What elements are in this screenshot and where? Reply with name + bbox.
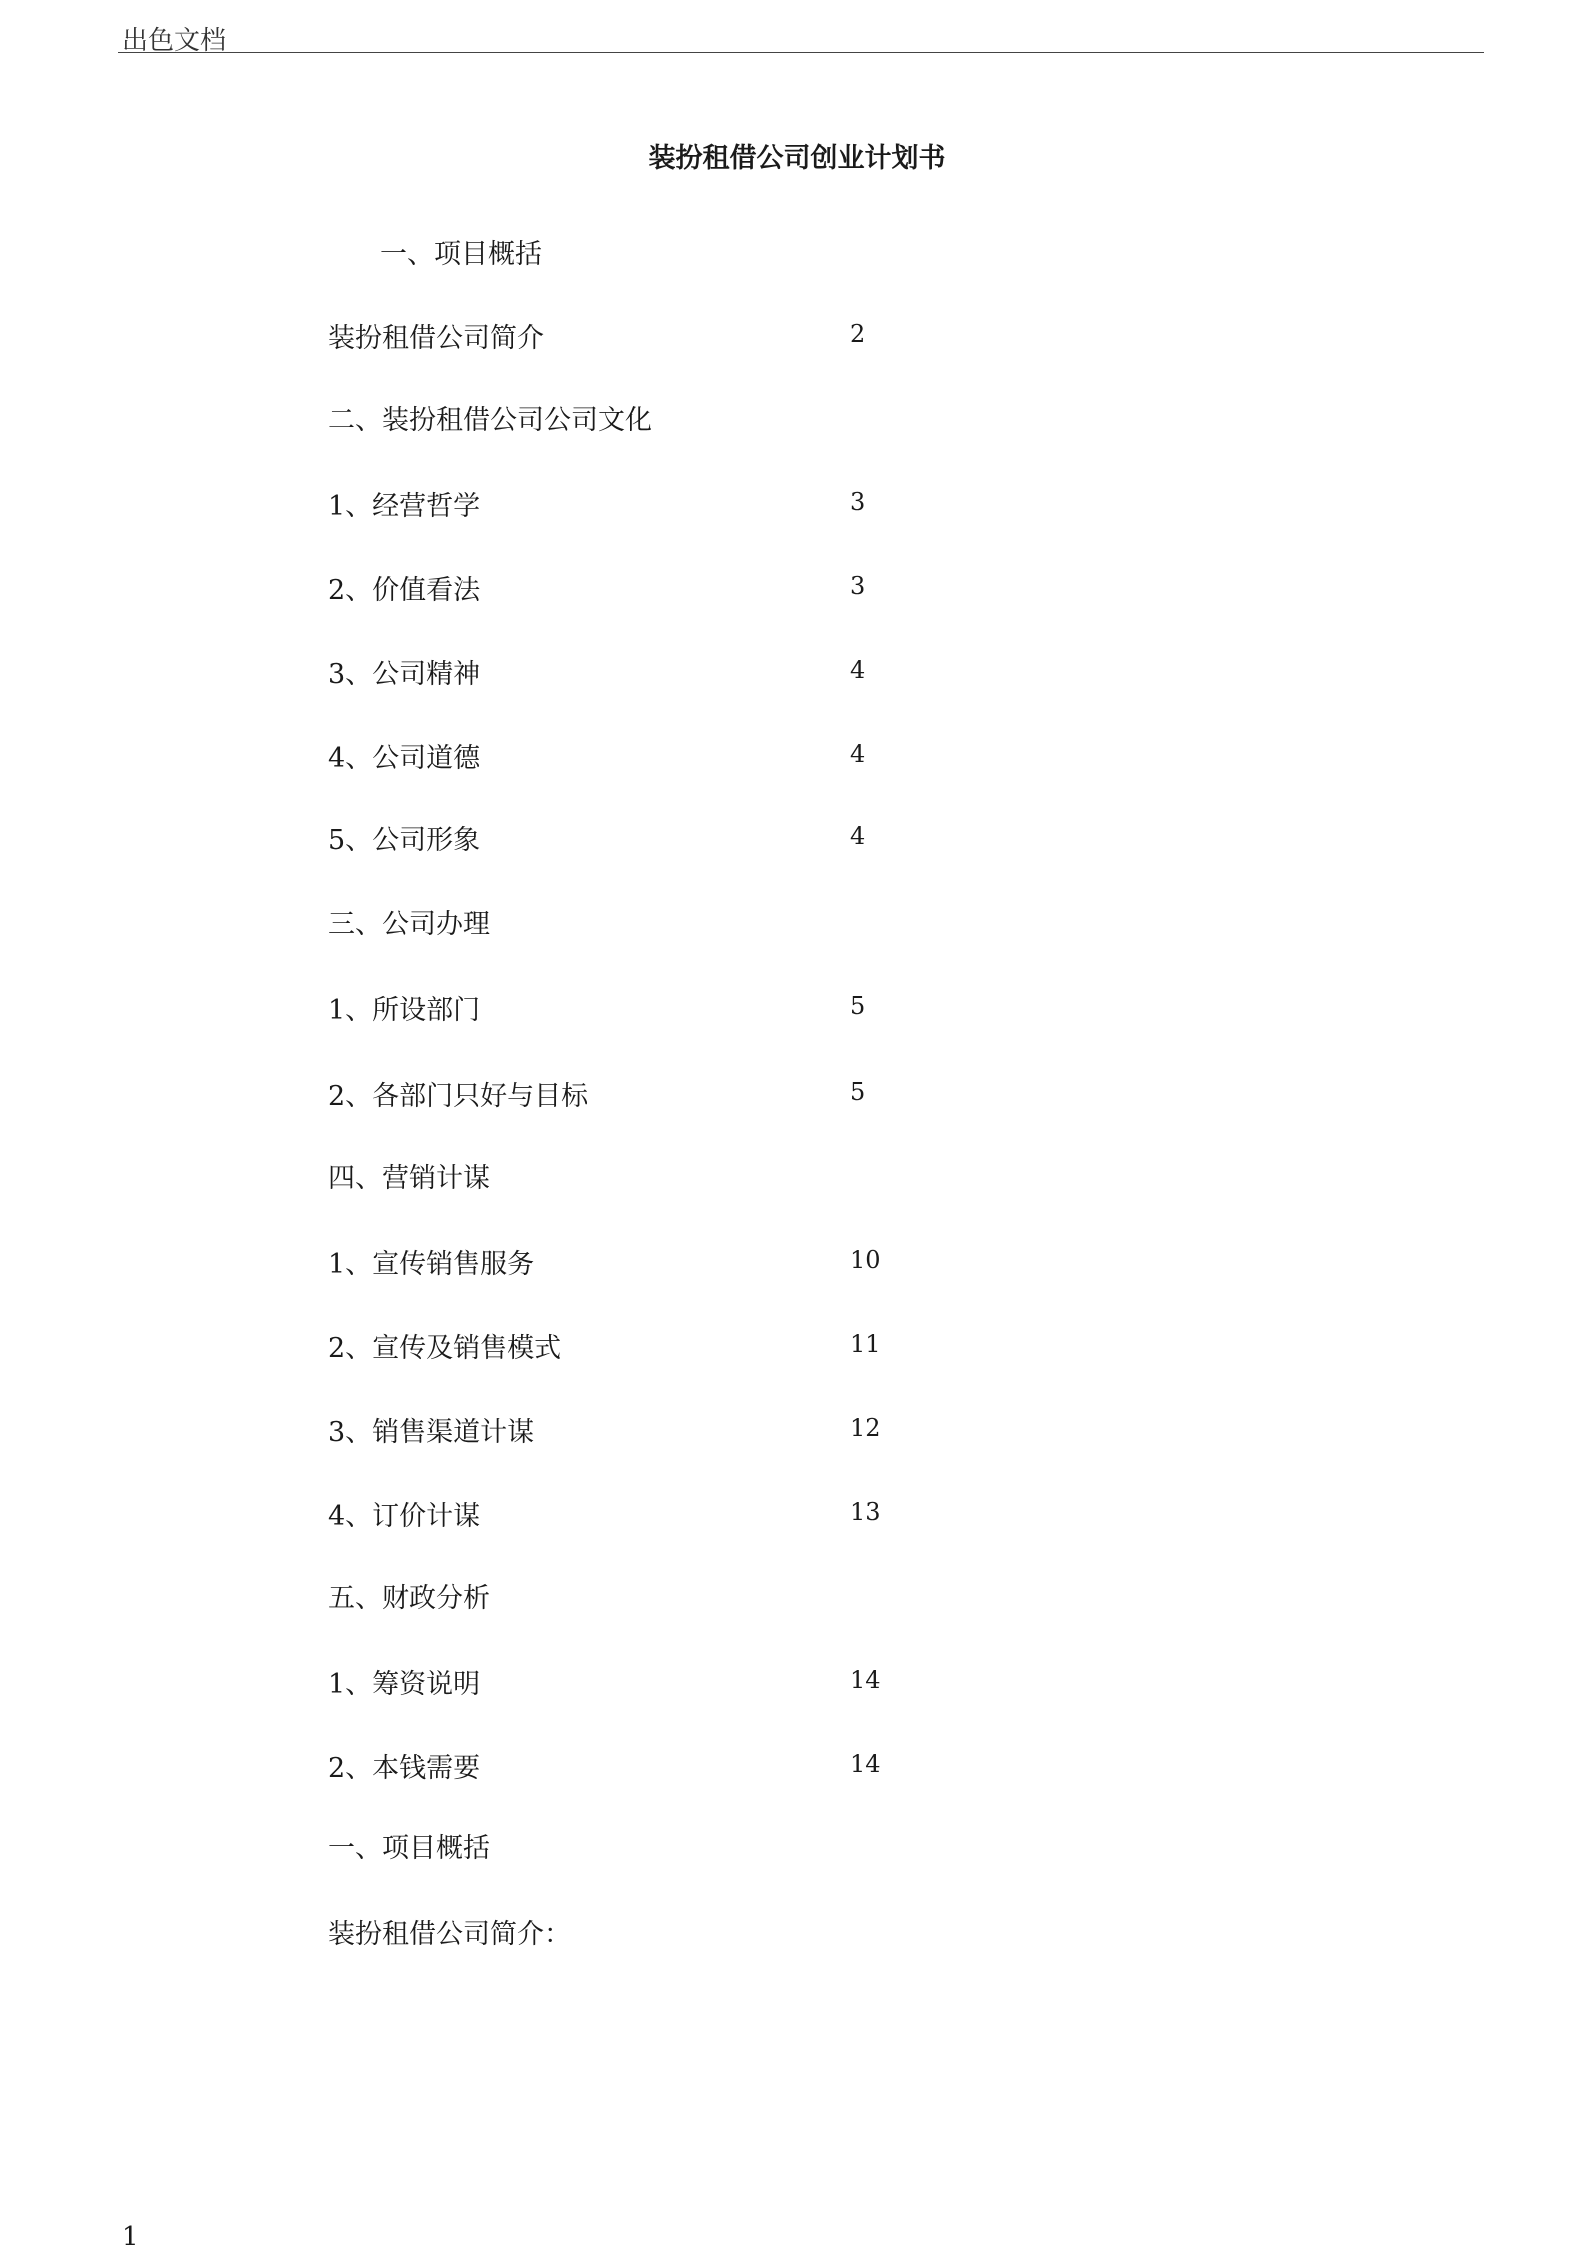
toc-entry-label: 5、公司形象 <box>328 825 481 856</box>
toc-entry-label: 1、宣传销售服务 <box>328 1249 535 1280</box>
toc-entry <box>328 484 1028 524</box>
toc-entry-label: 1、经营哲学 <box>328 491 481 522</box>
toc-entry-page: 5 <box>850 992 866 1020</box>
toc-entry-label: 二、装扮租借公司公司文化 <box>328 405 652 436</box>
toc-entry-label: 2、本钱需要 <box>328 1753 481 1784</box>
toc-entry-label: 2、价值看法 <box>328 575 481 606</box>
toc-entry-label: 3、公司精神 <box>328 659 481 690</box>
toc-entry-label: 2、各部门只好与目标 <box>328 1081 589 1112</box>
toc-entry <box>328 1826 1028 1866</box>
toc-entry <box>328 1662 1028 1702</box>
toc-entry <box>328 398 1028 438</box>
toc-entry-label: 1、筹资说明 <box>328 1669 481 1700</box>
toc-entry-label: 4、公司道德 <box>328 743 481 774</box>
toc-entry-page: 14 <box>850 1750 881 1778</box>
toc-entry <box>328 1156 1028 1196</box>
toc-entry <box>328 1576 1028 1616</box>
toc-entry <box>328 1242 1028 1282</box>
toc-entry-page: 14 <box>850 1666 881 1694</box>
toc-entry <box>328 988 1028 1028</box>
toc-entry-label: 三、公司办理 <box>328 909 490 940</box>
toc-entry-label: 2、宣传及销售模式 <box>328 1333 562 1364</box>
header-text: 出色文档 <box>122 26 227 56</box>
toc-entry-page: 2 <box>850 320 866 348</box>
toc-entry <box>328 1410 1028 1450</box>
toc-entry <box>328 902 1028 942</box>
toc-entry-label: 4、订价计谋 <box>328 1501 481 1532</box>
toc-entry <box>328 1746 1028 1786</box>
toc-entry-page: 10 <box>850 1246 881 1274</box>
toc-entry <box>328 1494 1028 1534</box>
page-number: 1 <box>122 2222 139 2252</box>
toc-entry-page: 11 <box>850 1330 881 1358</box>
toc-entry-page: 4 <box>850 656 866 684</box>
toc-entry-label: 1、所设部门 <box>328 995 481 1026</box>
toc-entry-label: 一、项目概括 <box>380 239 542 270</box>
toc-entry-label: 装扮租借公司简介： <box>328 1919 571 1950</box>
toc-entry <box>328 232 1028 272</box>
toc-entry-page: 13 <box>850 1498 881 1526</box>
table-of-contents <box>328 0 1028 2255</box>
toc-entry-label: 一、项目概括 <box>328 1833 490 1864</box>
toc-entry <box>328 818 1028 858</box>
toc-entry-page: 5 <box>850 1078 866 1106</box>
toc-entry-label: 五、财政分析 <box>328 1583 490 1614</box>
toc-entry <box>328 1326 1028 1366</box>
toc-entry-page: 4 <box>850 740 866 768</box>
toc-entry <box>328 736 1028 776</box>
toc-entry <box>328 1912 1028 1952</box>
toc-entry-label: 3、销售渠道计谋 <box>328 1417 535 1448</box>
document-title: 装扮租借公司创业计划书 <box>648 143 946 174</box>
toc-entry-page: 12 <box>850 1414 881 1442</box>
toc-entry-page: 3 <box>850 488 866 516</box>
toc-entry <box>328 568 1028 608</box>
toc-entry <box>328 1074 1028 1114</box>
toc-entry <box>328 652 1028 692</box>
toc-entry-label: 装扮租借公司简介 <box>328 323 544 354</box>
toc-entry <box>328 316 1028 356</box>
toc-entry-page: 3 <box>850 572 866 600</box>
toc-entry-page: 4 <box>850 822 866 850</box>
toc-entry-label: 四、营销计谋 <box>328 1163 490 1194</box>
